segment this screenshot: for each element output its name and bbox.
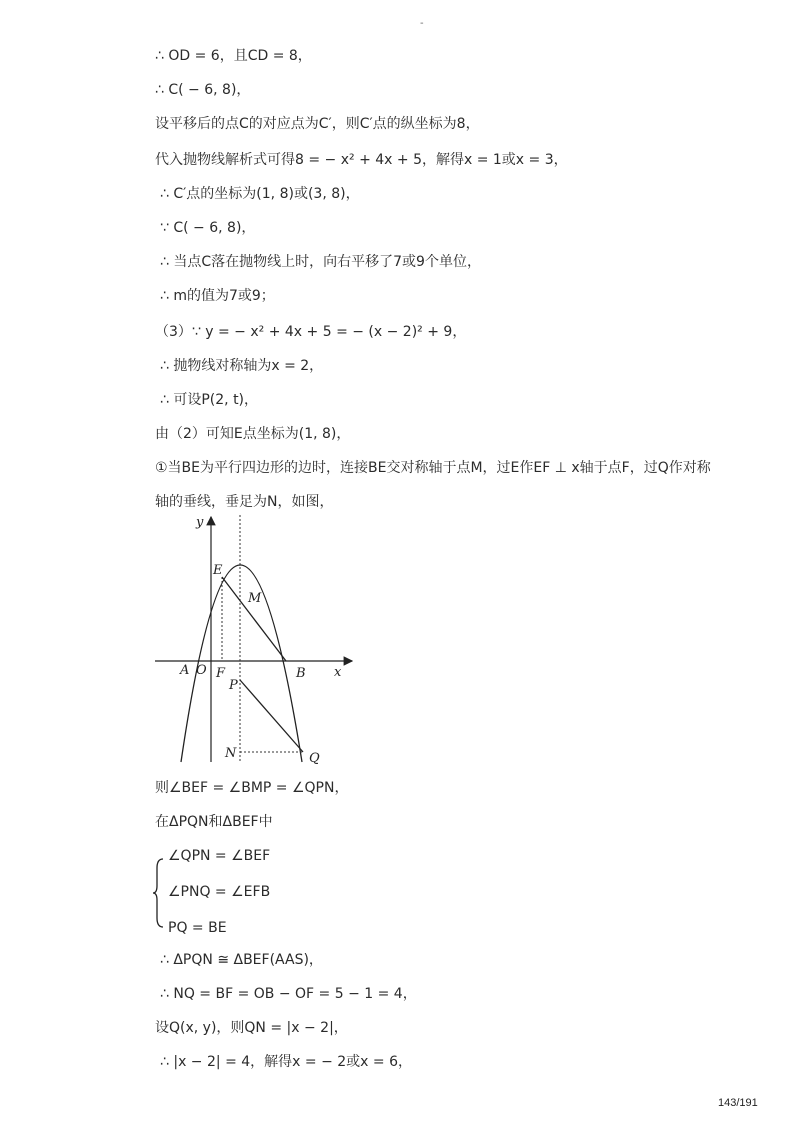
system-line: ∠PNQ = ∠EFB xyxy=(168,884,271,900)
text-line: 由（2）可知E点坐标为(1, 8)， xyxy=(155,426,351,442)
text-line: 设Q(x, y)，则QN = |x − 2|， xyxy=(155,1020,348,1036)
header-mark: - xyxy=(420,18,424,29)
text-line: 代入抛物线解析式可得8 = − x² + 4x + 5，解得x = 1或x = 3， xyxy=(155,152,568,168)
text-line: ∴ 可设P(2, t)， xyxy=(160,392,259,408)
label-e: E xyxy=(213,563,223,578)
label-f: F xyxy=(216,666,226,681)
text-line: ∴ C′点的坐标为(1, 8)或(3, 8)， xyxy=(160,186,360,202)
text-line: 设平移后的点C的对应点为C′，则C′点的纵坐标为8， xyxy=(155,116,480,132)
text-line: （3）∵ y = − x² + 4x + 5 = − (x − 2)² + 9， xyxy=(155,324,467,340)
segment-be xyxy=(222,577,286,661)
label-x: x xyxy=(334,665,342,680)
text-line: ∴ 当点C落在抛物线上时，向右平移了7或9个单位， xyxy=(160,254,481,270)
text-line: ∴ 抛物线对称轴为x = 2， xyxy=(160,358,324,374)
label-p: P xyxy=(229,678,238,693)
parabola-figure xyxy=(150,512,360,767)
label-m: M xyxy=(248,591,262,606)
text-line: ∵ C( − 6, 8)， xyxy=(160,220,256,236)
system-line: PQ = BE xyxy=(168,920,227,936)
page-number: 143/191 xyxy=(718,1097,758,1109)
label-a: A xyxy=(180,663,190,678)
label-o: O xyxy=(196,663,207,678)
text-line: ∴ ΔPQN ≅ ΔBEF(AAS)， xyxy=(160,952,323,968)
system-brace xyxy=(152,858,164,928)
text-line: ①当BE为平行四边形的边时，连接BE交对称轴于点M，过E作EF ⊥ x轴于点F，过Q作对称 xyxy=(155,460,711,476)
text-line: ∴ |x − 2| = 4，解得x = − 2或x = 6， xyxy=(160,1054,412,1070)
text-line: ∴ NQ = BF = OB − OF = 5 − 1 = 4， xyxy=(160,986,417,1002)
text-line: ∴ m的值为7或9； xyxy=(160,288,275,304)
text-line: 轴的垂线，垂足为N，如图， xyxy=(155,494,334,510)
label-q: Q xyxy=(309,751,320,766)
label-n: N xyxy=(225,746,237,761)
text-line: 在ΔPQN和ΔBEF中 xyxy=(155,814,273,830)
text-line: ∴ C( − 6, 8)， xyxy=(155,82,251,98)
text-line: ∴ OD = 6，且CD = 8， xyxy=(155,48,312,64)
text-line: 则∠BEF = ∠BMP = ∠QPN， xyxy=(155,780,349,796)
system-line: ∠QPN = ∠BEF xyxy=(168,848,271,864)
label-y: y xyxy=(196,515,204,530)
label-b: B xyxy=(296,666,306,681)
